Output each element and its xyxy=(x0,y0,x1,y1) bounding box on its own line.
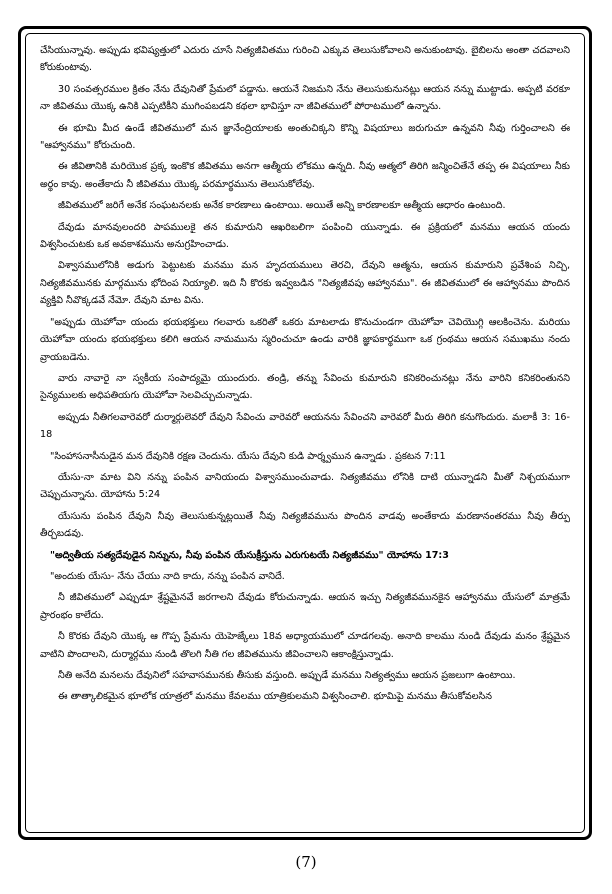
paragraph-14: "అద్వితీయ సత్యదేవుడైన నిన్నును, నీవు పంపిన యేసుక్రీస్తును ఎరుగుటయే నిత్యజీవము" యోహాను 17:3 xyxy=(50,549,449,561)
page-body xyxy=(40,42,570,828)
paragraph-16: నీ జీవితములో ఎప్పుడూ శ్రేష్టమైనవే జరగాలని దేవుడు కోరుచున్నాడు. ఆయన ఇచ్చు నిత్యజీవమునకైన ఆహ్వానము యేసులో మాత్రమే ప్రారంభం కాలేదు. xyxy=(40,592,570,621)
paragraph-6: దేవుడు మానవులందరి పాపములకై తన కుమారుని ఆఖరిబలిగా పంపించి యున్నాడు. ఈ ప్రక్రియలో మనము ఆయన యందు విశ్వసించుటకు ఒక అవకాశమును అనుగ్రహించాడు. xyxy=(40,221,570,251)
paragraph-7: విశ్వాసములోనికి అడుగు పెట్టుటకు మనము మన హృదయములు తెరచి, దేవుని ఆత్మను, ఆయన కుమారుని ప్రవేశింప నిచ్చి, నిత్యజీవమునకు మార్గమును భోదింప నియ్యాలి. ఇది నీ కొరకు ఇవ్వబడిన "నిత్యజీవపు ఆహ్వానము". ఈ జీవితములో ఈ ఆహ్వానము పొందిన వ్యక్తివి నీవొక్కడవే నేమో. దేవుని మాట విను. xyxy=(40,260,570,307)
paragraph-3: ఈ భూమి మీద ఉండే జీవితములో మన జ్ఞానేంద్రియాలకు అంతుచిక్కని కొన్ని విషయాలు జరుగుచూ ఉన్నవని నీవు గుర్తించాలని ఈ "ఆహ్వానము" కోరుచుంది. xyxy=(40,122,570,152)
paragraph-9: వారు నావారై నా స్వకీయ సంపాద్యమై యుందురు. తండ్రి, తన్ను సేవించు కుమారుని కనికరించునట్లు నేను వారిని కనికరింతునని సైన్యములకు అధిపతియగు యెహోవా సెలవిచ్చుచున్నాడు. xyxy=(40,372,570,402)
paragraph-11: "సింహాసనాసీనుడైన మన దేవునికి రక్షణ చెందును. యేసు దేవుని కుడి పార్శ్వమున ఉన్నాడు . ప్రకటన 7:11 xyxy=(50,450,446,462)
paragraph-17: నీ కొరకు దేవుని యొక్క ఆ గొప్ప ప్రేమను యెహెజ్కేలు 18వ అధ్యాయములో చూడగలవు. అనాది కాలము నుండి దేవుడు మనం శ్రేష్టమైన వాటిని పొందాలని, దుర్మార్గము నుండి తొలగి నీతి గల జీవితమును జీవించాలని ఆకాంక్షిస్తున్నాడు. xyxy=(40,631,570,660)
paragraph-10: అప్పుడు నీతిగలవారెవరో దుర్మార్గులెవరో దేవుని సేవించు వారెవరో ఆయనను సేవించని వారెవరో మీరు తిరిగి కనుగొందురు. మలాకీ 3: 16-18 xyxy=(40,411,570,441)
paragraph-13: యేసును పంపిన దేవుని నీవు తెలుసుకున్నట్లయితే నీవు నిత్యజీవమును పొందిన వాడవు అంతేకాదు మరణానంతరము నీవు తీర్పు తీర్చబడవు. xyxy=(40,510,570,540)
paragraph-15: "అందుకు యేసు- నేను చేయు నాది కాదు, నన్ను పంపిన వానిదే. xyxy=(50,570,285,582)
paragraph-4: ఈ జీవితానికి మరియొక ప్రక్క ఇంకొక జీవితము అనగా ఆత్మీయ లోకము ఉన్నది. నీవు ఆత్మలో తిరిగి జన్మించితేనే తప్ప ఈ విషయాలు నీకు అర్థం కావు. అంతేకాదు నీ జీవితము యొక్క పరమార్థమును తెలుసుకోలేవు. xyxy=(40,161,570,190)
paragraph-12: యేసు-నా మాట విని నన్ను పంపిన వానియందు విశ్వాసముంచువాడు. నిత్యజీవము లోనికి దాటి యున్నాడని మీతో నిశ్చయముగా చెప్పుచున్నాను. యోహాను 5:24 xyxy=(40,471,570,501)
paragraph-1: చేసియున్నావు. అప్పుడు భవిష్యత్తులో ఎదురు చూసే నిత్యజీవితము గురించి ఎక్కువ తెలుసుకోవాలని అనుకుంటావు. బైబిలను అంతా చదవాలని కోరుకుంటావు. xyxy=(40,45,570,74)
paragraph-2: 30 సంవత్సరముల క్రితం నేను దేవునితో ప్రేమలో పడ్డాను. ఆయనే నిజమని నేను తెలుసుకునునట్లు ఆయన నన్ను ముట్టాడు. అప్పటి వరకూ నా జీవితము యొక్క ఉనికి ఎప్పటికీని ముగింపబడని కథలా భావిస్తూ నా జీవితములో పోరాటములో ఉన్నాను. xyxy=(40,83,570,113)
paragraph-19: ఈ తాత్కాలికమైన భూలోక యాత్రలో మనము కేవలము యాత్రికులమని విశ్వసించాలి. భూమిపై మనము తీసుకోవలసిన xyxy=(58,691,492,703)
paragraph-18: నీతి అనేది మనలను దేవునిలో సహవాసమునకు తీసుకు వస్తుంది. అప్పుడే మనము నిత్యత్వము ఆయన ప్రజలుగా ఉంటాయి. xyxy=(58,670,516,681)
paragraph-8: "అప్పుడు యెహోవా యందు భయభక్తులు గలవారు ఒకరితో ఒకరు మాటలాడు కొనుచుండగా యెహోవా చెవియొగ్గి ఆలకించెను. మరియు యెహోవా యందు భయభక్తులు కలిగి ఆయన నామమును స్మరించుచూ ఉండు వారికి జ్ఞాపకార్థముగా ఒక గ్రంథము ఆయన సముఖము నందు వ్రాయబడెను. xyxy=(40,316,570,363)
paragraph-5: జీవితములో జరిగే అనేక సంఘటనలకు అనేక కారణాలు ఉంటాయి. అయితే అన్ని కారణాలకూ ఆత్మీయ ఆధారం ఉంటుంది. xyxy=(58,200,506,212)
page-number: (7) xyxy=(295,853,317,871)
